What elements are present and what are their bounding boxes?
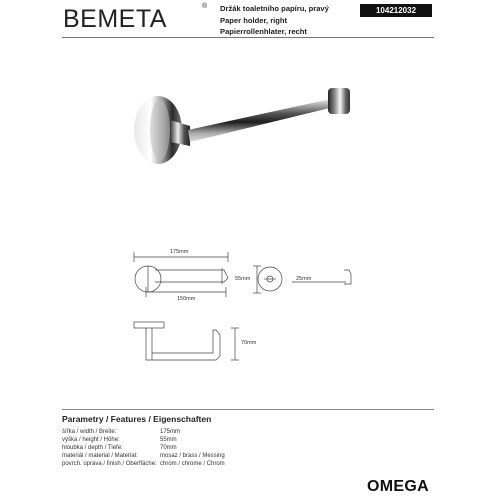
features-title: Parametry / Features / Eigenschaften	[62, 414, 212, 424]
brand-logo: BEMETA	[63, 5, 167, 33]
title-english: Paper holder, right	[220, 16, 288, 25]
feature-label: povrch. úprava / finish / Oberfläche:	[62, 461, 157, 467]
feature-label: hloubka / depth / Tiefe:	[62, 445, 123, 451]
dim-front-depth: 70mm	[241, 340, 257, 346]
product-code-badge: 104212032	[360, 4, 432, 17]
feature-value: 175mm	[160, 429, 181, 435]
dim-side-height: 55mm	[235, 276, 251, 282]
product-name: OMEGA	[367, 478, 429, 495]
feature-label: materiál / material / Material:	[62, 453, 138, 459]
feature-value: 70mm	[160, 445, 177, 451]
trademark-symbol: ®	[202, 3, 208, 10]
dim-side-small: 25mm	[296, 276, 312, 282]
feature-value: 55mm	[160, 437, 177, 443]
feature-label: šířka / width / Breite:	[62, 429, 117, 435]
features-divider	[62, 409, 434, 410]
dim-inner-width: 150mm	[177, 296, 196, 302]
feature-label: výška / height / Höhe:	[62, 437, 120, 443]
feature-value: mosaz / brass / Messing	[160, 453, 225, 459]
title-german: Papierrollenhlater, recht	[220, 27, 307, 36]
dim-total-width: 175mm	[170, 249, 189, 255]
title-czech: Držák toaletního papíru, pravý	[220, 4, 329, 13]
feature-value: chrom / chrome / Chrom	[160, 461, 225, 467]
